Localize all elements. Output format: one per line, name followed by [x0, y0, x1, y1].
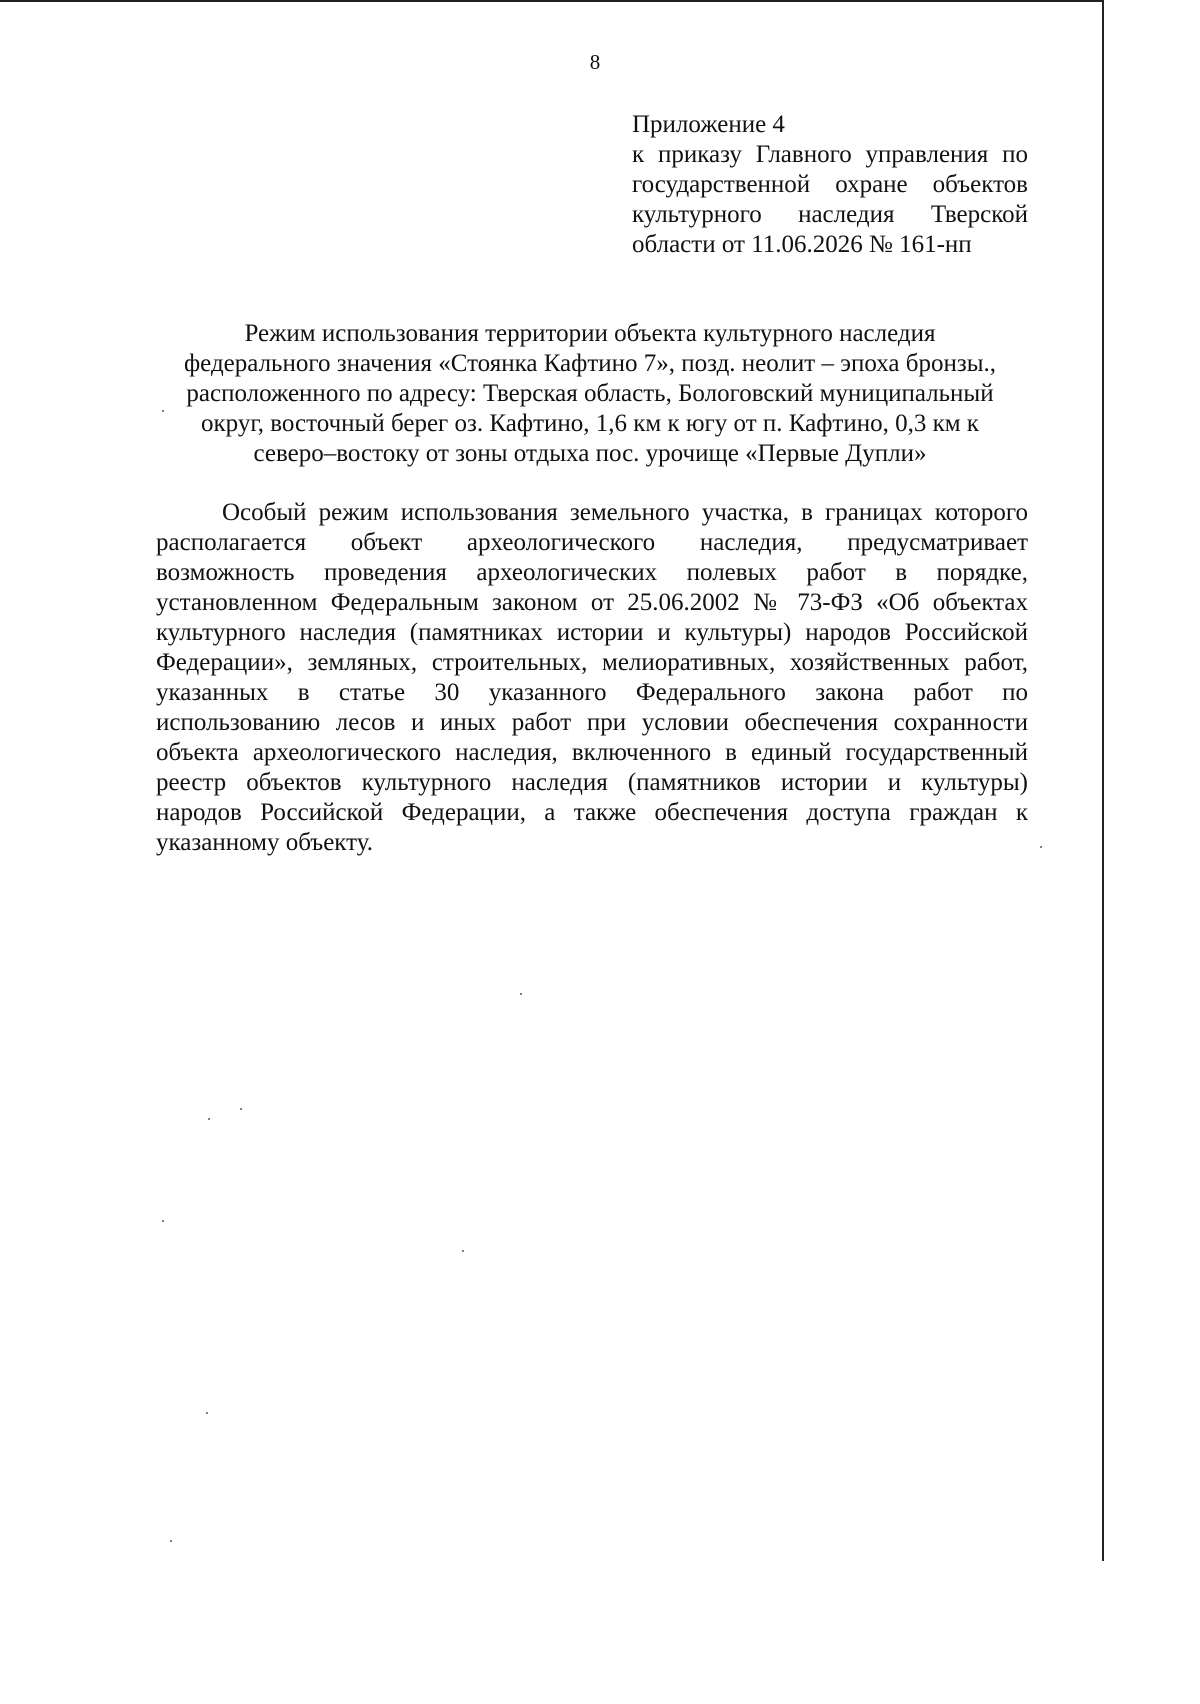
scan-speck [206, 1412, 208, 1414]
body-paragraph [156, 498, 1028, 858]
body-line: объекта археологического наследия, включенного в единый государственный [156, 739, 1028, 766]
body-line: использованию лесов и иных работ при условии обеспечения сохранности [156, 709, 1028, 736]
body-line: указанных в статье 30 указанного Федерального закона работ по [156, 679, 1028, 706]
body-line: располагается объект археологического наследия, предусматривает [156, 529, 1028, 556]
heading-line: расположенного по адресу: Тверская область, Бологовский муниципальный [186, 380, 994, 407]
body-line: указанному объекту. [156, 829, 373, 856]
heading-line: округ, восточный берег оз. Кафтино, 1,6 км к югу от п. Кафтино, 0,3 км к [201, 410, 979, 437]
scan-speck [1040, 846, 1042, 848]
heading-line: Режим использования территории объекта культурного наследия [244, 320, 936, 347]
scan-speck [170, 1540, 172, 1542]
scan-speck [462, 1250, 464, 1252]
scan-speck [240, 1108, 242, 1110]
scan-speck [162, 1220, 164, 1222]
body-line: реестр объектов культурного наследия (памятников истории и культуры) [156, 769, 1028, 796]
appendix-line: области от 11.06.2026 № 161-нп [632, 231, 972, 258]
body-line: установленном Федеральным законом от 25.06.2002 № 73-ФЗ «Об объектах [156, 589, 1028, 616]
scan-speck [520, 993, 522, 995]
document-heading [150, 319, 1030, 469]
body-line: Особый режим использования земельного участка, в границах которого [222, 499, 1028, 526]
appendix-line: к приказу Главного управления по [632, 141, 1028, 168]
scan-top-edge [0, 0, 1104, 2]
scan-speck [162, 410, 164, 412]
heading-line: северо–востоку от зоны отдыха пос. урочище «Первые Дупли» [253, 440, 927, 467]
appendix-title: Приложение 4 [632, 111, 785, 138]
page-number: 8 [589, 50, 601, 74]
body-line: народов Российской Федерации, а также обеспечения доступа граждан к [156, 799, 1028, 826]
appendix-line: культурного наследия Тверской [632, 201, 1028, 228]
heading-line: федерального значения «Стоянка Кафтино 7», позд. неолит – эпоха бронзы., [183, 350, 996, 377]
body-line: культурного наследия (памятниках истории и культуры) народов Российской [156, 619, 1028, 646]
scan-speck [208, 1118, 210, 1120]
body-line: Федерации», земляных, строительных, мелиоративных, хозяйственных работ, [156, 649, 1028, 676]
appendix-line: государственной охране объектов [632, 171, 1028, 198]
appendix-block [632, 110, 1028, 260]
body-line: возможность проведения археологических полевых работ в порядке, [156, 559, 1028, 586]
scan-right-edge [1102, 0, 1104, 1561]
